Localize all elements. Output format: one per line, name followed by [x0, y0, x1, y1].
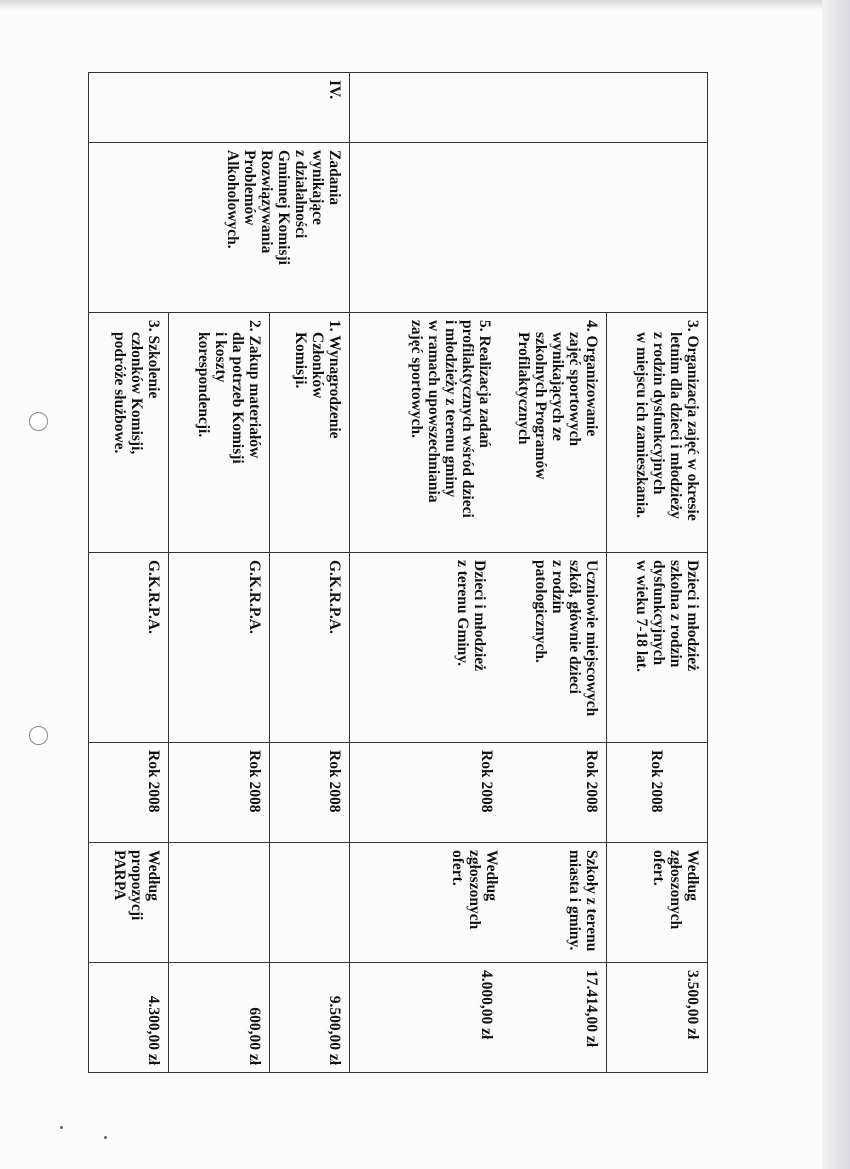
amount-cell: 4.300,00 zł [89, 963, 169, 1073]
scan-speck [104, 1136, 107, 1139]
rotated-table-wrapper [88, 72, 708, 1072]
term-cell: Rok 2008 [606, 743, 707, 843]
scan-speck [60, 1126, 63, 1129]
table-row [606, 73, 707, 1073]
amount-cell: 17.414,00 zł 4.000,00 zł [350, 963, 606, 1073]
amount-cell: 9.500,00 zł [270, 963, 350, 1073]
executor-cell [169, 843, 270, 963]
section-number-cell [89, 73, 169, 143]
table-row [350, 73, 606, 1073]
recipient-cell: Dzieci i młodzież szkolna z rodzin dysfunkcyjnych w wieku 7-18 lat. [606, 553, 707, 743]
task-cell: 1. Wynagrodzenie Członków Komisji. [270, 313, 350, 553]
amount-cell: 600,00 zł [169, 963, 270, 1073]
task-cell: 4. Organizowanie zajęć sportowych wynikających ze szkolnych Programów Profilaktycznych 5. Realizacja zadań profilaktycznych wśród dzieci i młodzieży z terenu gminy w ramach upowszechniania zajęć sportowych. [350, 313, 606, 553]
section-title-cell [606, 143, 707, 313]
section-title-cell [350, 143, 606, 313]
recipient-cell: Uczniowie miejscowych szkół, głównie dzieci z rodzin patologicznych. Dzieci i młodzież z terenu Gminy. [350, 553, 606, 743]
task-cell: 3. Organizacja zajęć w okresie letnim dla dzieci i młodzieży z rodzin dysfunkcyjnych w miejscu ich zamieszkania. [606, 313, 707, 553]
term-cell: Rok 2008 Rok 2008 [350, 743, 606, 843]
section-number-cell [169, 73, 270, 143]
budget-table [88, 72, 708, 1073]
section-number-cell: IV. [270, 73, 350, 143]
executor-cell [270, 843, 350, 963]
scan-edge-shadow [822, 0, 850, 1169]
scan-top-shadow [0, 0, 850, 10]
recipient-cell: G.K.R.P.A. [270, 553, 350, 743]
term-cell: Rok 2008 [89, 743, 169, 843]
section-number-cell [606, 73, 707, 143]
term-cell: Rok 2008 [169, 743, 270, 843]
executor-cell: Szkoły z terenu miasta i gminy. Według zgłoszonych ofert. [350, 843, 606, 963]
task-cell: 2. Zakup materiałów dla potrzeb Komisji i koszty korespondencji. [169, 313, 270, 553]
executor-cell: Według propozycji PARPA [89, 843, 169, 963]
section-title-cell: Zadania wynikające z działalności Gminnej Komisji Rozwiązywania Problemów Alkoholowych. [89, 143, 350, 313]
term-cell: Rok 2008 [270, 743, 350, 843]
punch-hole-upper [29, 412, 48, 431]
table-row [270, 73, 350, 1073]
recipient-cell: G.K.R.P.A. [89, 553, 169, 743]
amount-cell: 3.500,00 zł [606, 963, 707, 1073]
recipient-cell: G.K.R.P.A. [169, 553, 270, 743]
executor-cell: Według zgłoszonych ofert. [606, 843, 707, 963]
punch-hole-lower [29, 726, 48, 745]
section-number-cell [350, 73, 606, 143]
task-cell: 3. Szkolenie członków Komisji, podróże służbowe. [89, 313, 169, 553]
